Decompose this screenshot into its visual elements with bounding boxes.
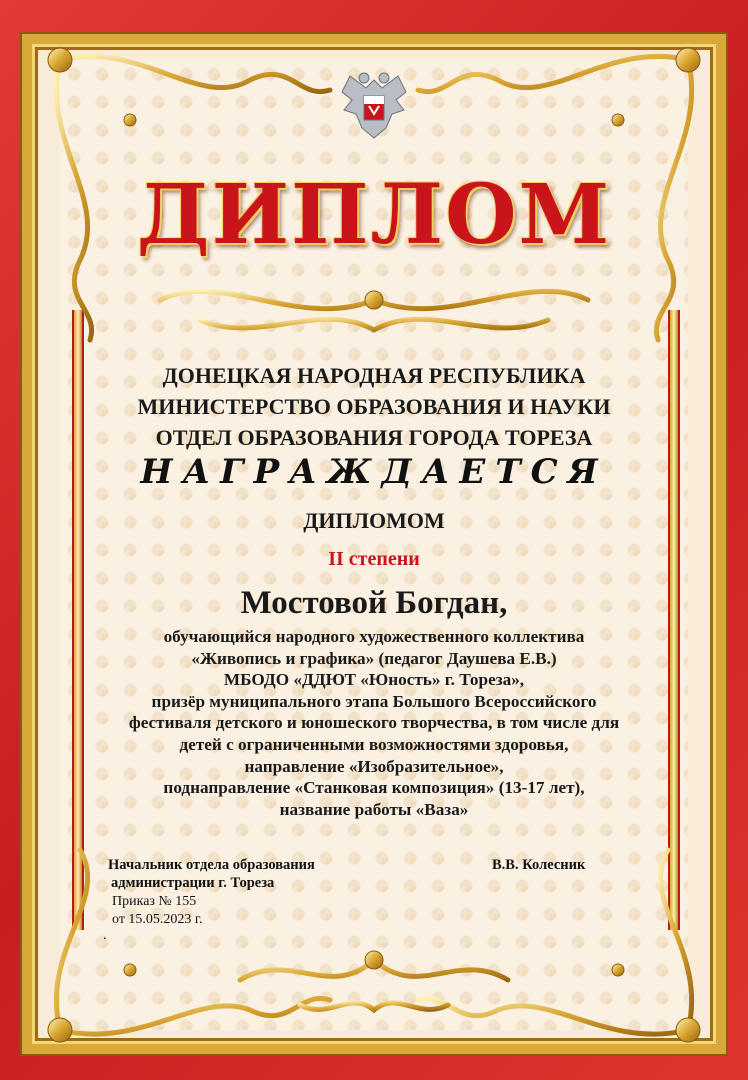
order-number: Приказ № 155 xyxy=(112,894,197,909)
signatory-title xyxy=(108,856,315,892)
description-line: обучающийся народного художественного коллектива xyxy=(163,627,585,646)
description-line: призёр муниципального этапа Большого Всероссийского xyxy=(151,691,597,711)
awarded-heading: НАГРАЖДАЕТСЯ xyxy=(140,452,608,492)
organization-line: МИНИСТЕРСТВО ОБРАЗОВАНИЯ И НАУКИ xyxy=(137,394,611,419)
award-type: ДИПЛОМОМ xyxy=(303,508,445,533)
organization-block xyxy=(80,360,668,453)
description-line: фестиваля детского и юношеского творчества, в том числе для xyxy=(128,713,620,733)
description-line: направление «Изобразительное», xyxy=(244,756,504,776)
recipient-name: Мостовой Богдан, xyxy=(240,585,508,621)
diploma-title: ДИПЛОМ xyxy=(136,167,612,263)
order-info xyxy=(112,893,203,929)
order-date: от 15.05.2023 г. xyxy=(112,912,203,927)
right-ornament-rail xyxy=(668,310,680,930)
double-headed-eagle-emblem xyxy=(336,66,412,146)
award-degree: II степени xyxy=(328,548,420,570)
description-line: МБОДО «ДДЮТ «Юность» г. Тореза», xyxy=(223,670,525,690)
trailing-mark: . xyxy=(103,928,107,943)
organization-line: ОТДЕЛ ОБРАЗОВАНИЯ ГОРОДА ТОРЕЗА xyxy=(155,425,593,450)
signatory-title-line2: администрации г. Тореза xyxy=(111,875,275,891)
signatory-title-line1: Начальник отдела образования xyxy=(108,857,315,873)
description-line: поднаправление «Станковая композиция» (13-17 лет), xyxy=(163,778,585,798)
description-line: «Живопись и графика» (педагог Даушева Е.В.) xyxy=(191,648,557,668)
award-description xyxy=(80,626,668,820)
organization-line: ДОНЕЦКАЯ НАРОДНАЯ РЕСПУБЛИКА xyxy=(162,363,586,388)
description-line: название работы «Ваза» xyxy=(279,799,469,819)
signatory-name: В.В. Колесник xyxy=(492,857,586,873)
description-line: детей с ограниченными возможностями здоровья, xyxy=(179,734,569,754)
